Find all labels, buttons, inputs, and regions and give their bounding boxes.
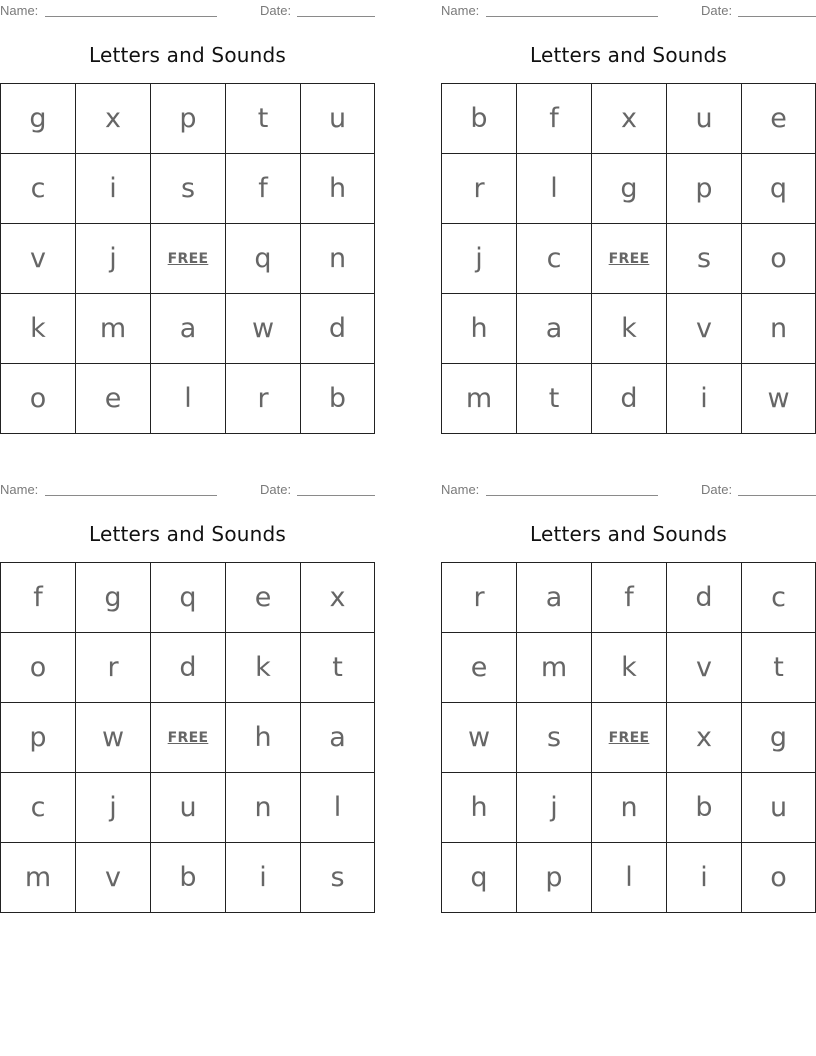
letter-cell: j — [517, 773, 592, 843]
letter-cell: e — [226, 563, 301, 633]
letter-cell: u — [301, 84, 375, 154]
date-label: Date: — [701, 3, 733, 18]
letter-cell: d — [592, 364, 667, 434]
letter-cell: s — [151, 154, 226, 224]
letter-cell: i — [667, 843, 742, 913]
free-space-cell: FREE — [592, 224, 667, 294]
date-label: Date: — [701, 482, 733, 497]
letter-cell: c — [742, 563, 816, 633]
bingo-card — [441, 479, 816, 914]
letter-cell: f — [1, 563, 76, 633]
free-space-cell: FREE — [592, 703, 667, 773]
letter-cell: m — [76, 294, 151, 364]
letter-cell: v — [667, 633, 742, 703]
letter-cell: p — [517, 843, 592, 913]
letter-cell: g — [742, 703, 816, 773]
letter-cell: d — [301, 294, 375, 364]
letter-cell: q — [151, 563, 226, 633]
letter-cell: h — [442, 294, 517, 364]
letter-cell: q — [226, 224, 301, 294]
letter-cell: s — [517, 703, 592, 773]
letter-cell: k — [592, 633, 667, 703]
date-blank-line — [738, 16, 816, 17]
letter-cell: f — [592, 563, 667, 633]
name-date-header — [441, 482, 816, 498]
bingo-grid — [441, 562, 816, 913]
letter-cell: r — [226, 364, 301, 434]
letter-cell: r — [442, 154, 517, 224]
letter-cell: n — [742, 294, 816, 364]
letter-cell: b — [667, 773, 742, 843]
letter-cell: w — [742, 364, 816, 434]
free-space-cell: FREE — [151, 224, 226, 294]
letter-cell: m — [1, 843, 76, 913]
name-date-header — [0, 482, 375, 498]
letter-cell: g — [76, 563, 151, 633]
letter-cell: q — [742, 154, 816, 224]
bingo-grid — [441, 83, 816, 434]
card-title: Letters and Sounds — [88, 43, 287, 67]
letter-cell: e — [76, 364, 151, 434]
name-date-header — [441, 3, 816, 19]
letter-cell: l — [301, 773, 375, 843]
bingo-card — [0, 479, 375, 914]
date-label: Date: — [260, 3, 292, 18]
letter-cell: q — [442, 843, 517, 913]
letter-cell: g — [592, 154, 667, 224]
letter-cell: k — [592, 294, 667, 364]
letter-cell: g — [1, 84, 76, 154]
letter-cell: a — [301, 703, 375, 773]
letter-cell: c — [1, 773, 76, 843]
free-space-cell: FREE — [151, 703, 226, 773]
bingo-grid — [0, 562, 375, 913]
letter-cell: a — [151, 294, 226, 364]
letter-cell: w — [226, 294, 301, 364]
letter-cell: e — [442, 633, 517, 703]
letter-cell: o — [1, 633, 76, 703]
card-title: Letters and Sounds — [529, 43, 728, 67]
letter-cell: o — [742, 224, 816, 294]
letter-cell: x — [301, 563, 375, 633]
letter-cell: s — [667, 224, 742, 294]
card-title: Letters and Sounds — [88, 522, 287, 546]
letter-cell: w — [442, 703, 517, 773]
letter-cell: p — [1, 703, 76, 773]
letter-cell: l — [592, 843, 667, 913]
letter-cell: i — [226, 843, 301, 913]
letter-cell: l — [517, 154, 592, 224]
name-blank-line — [486, 495, 658, 496]
name-blank-line — [45, 495, 217, 496]
letter-cell: h — [442, 773, 517, 843]
letter-cell: k — [226, 633, 301, 703]
name-label: Name: — [441, 482, 480, 497]
letter-cell: f — [226, 154, 301, 224]
letter-cell: t — [226, 84, 301, 154]
letter-cell: x — [592, 84, 667, 154]
letter-cell: o — [1, 364, 76, 434]
letter-cell: l — [151, 364, 226, 434]
letter-cell: v — [667, 294, 742, 364]
letter-cell: b — [151, 843, 226, 913]
letter-cell: j — [76, 773, 151, 843]
letter-cell: d — [151, 633, 226, 703]
letter-cell: u — [742, 773, 816, 843]
letter-cell: m — [442, 364, 517, 434]
name-label: Name: — [0, 3, 39, 18]
date-blank-line — [297, 495, 375, 496]
letter-cell: n — [592, 773, 667, 843]
letter-cell: s — [301, 843, 375, 913]
letter-cell: e — [742, 84, 816, 154]
letter-cell: b — [442, 84, 517, 154]
letter-cell: x — [667, 703, 742, 773]
letter-cell: r — [442, 563, 517, 633]
letter-cell: o — [742, 843, 816, 913]
letter-cell: k — [1, 294, 76, 364]
letter-cell: w — [76, 703, 151, 773]
bingo-grid — [0, 83, 375, 434]
letter-cell: n — [226, 773, 301, 843]
name-label: Name: — [0, 482, 39, 497]
name-label: Name: — [441, 3, 480, 18]
letter-cell: i — [667, 364, 742, 434]
name-blank-line — [45, 16, 217, 17]
letter-cell: h — [226, 703, 301, 773]
bingo-card — [441, 0, 816, 435]
letter-cell: u — [667, 84, 742, 154]
bingo-card — [0, 0, 375, 435]
letter-cell: x — [76, 84, 151, 154]
letter-cell: t — [301, 633, 375, 703]
letter-cell: h — [301, 154, 375, 224]
letter-cell: t — [517, 364, 592, 434]
date-label: Date: — [260, 482, 292, 497]
letter-cell: c — [517, 224, 592, 294]
letter-cell: v — [76, 843, 151, 913]
letter-cell: c — [1, 154, 76, 224]
letter-cell: a — [517, 563, 592, 633]
letter-cell: v — [1, 224, 76, 294]
date-blank-line — [738, 495, 816, 496]
letter-cell: m — [517, 633, 592, 703]
letter-cell: d — [667, 563, 742, 633]
letter-cell: j — [76, 224, 151, 294]
letter-cell: r — [76, 633, 151, 703]
letter-cell: n — [301, 224, 375, 294]
letter-cell: u — [151, 773, 226, 843]
name-blank-line — [486, 16, 658, 17]
letter-cell: p — [151, 84, 226, 154]
letter-cell: f — [517, 84, 592, 154]
letter-cell: p — [667, 154, 742, 224]
letter-cell: a — [517, 294, 592, 364]
date-blank-line — [297, 16, 375, 17]
letter-cell: j — [442, 224, 517, 294]
card-title: Letters and Sounds — [529, 522, 728, 546]
name-date-header — [0, 3, 375, 19]
letter-cell: t — [742, 633, 816, 703]
letter-cell: b — [301, 364, 375, 434]
letter-cell: i — [76, 154, 151, 224]
